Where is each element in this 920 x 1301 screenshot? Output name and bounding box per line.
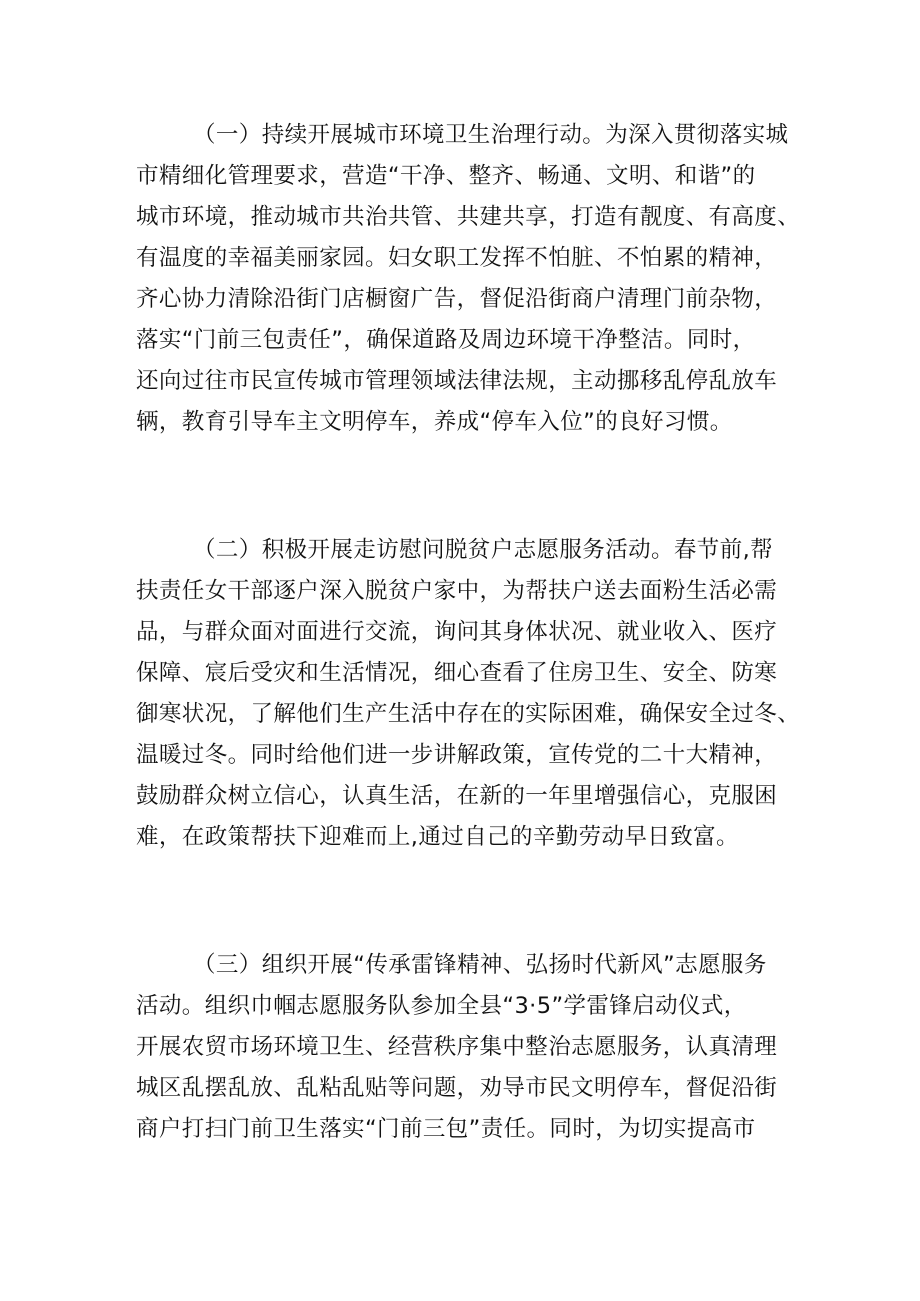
- paragraph-2: [136, 530, 801, 858]
- text-line: 品，与群众面对面进行交流，询问其身体状况、就业收入、医疗: [136, 619, 778, 645]
- text-line: 辆，教育引导车主文明停车，养成“停车入位”的良好习惯。: [136, 409, 733, 435]
- text-line: 保障、宸后受灾和生活情况，细心查看了住房卫生、安全、防寒: [136, 660, 778, 686]
- text-line: 御寒状况，了解他们生产生活中存在的实际困难，确保安全过冬、: [136, 701, 801, 727]
- text-line: 落实“门前三包责任”，确保道路及周边环境干净整洁。同时，: [136, 327, 756, 353]
- paragraph-3: [136, 945, 796, 1150]
- text-line: 鼓励群众树立信心，认真生活，在新的一年里增强信心，克服困: [136, 783, 778, 809]
- text-line: 有温度的幸福美丽家园。妇女职工发挥不怕脏、不怕累的精神，: [136, 245, 778, 271]
- paragraph-1: [136, 115, 801, 443]
- text-line: 齐心协力清除沿街门店橱窗广告，督促沿街商户清理门前杂物，: [136, 286, 778, 312]
- text-line: 还向过往市民宣传城市管理领域法律法规，主动挪移乱停乱放车: [136, 368, 778, 394]
- text-line: 扶责任女干部逐户深入脱贫户家中，为帮扶户送去面粉生活必需: [136, 578, 778, 604]
- text-line: 难，在政策帮扶下迎难而上,通过自己的辛勤劳动早日致富。: [136, 824, 739, 850]
- text-line: （二）积极开展走访慰问脱贫户志愿服务活动。春节前,帮: [193, 537, 774, 563]
- text-line: 市精细化管理要求，营造“干净、整齐、畅通、文明、和谐”的: [136, 163, 756, 189]
- text-line: 开展农贸市场环境卫生、经营秩序集中整治志愿服务，认真清理: [136, 1034, 778, 1060]
- text-line: 商户打扫门前卫生落实“门前三包”责任。同时，为切实提高市: [136, 1116, 756, 1142]
- text-line: （一）持续开展城市环境卫生治理行动。为深入贯彻落实城: [193, 122, 789, 148]
- text-line: 温暖过冬。同时给他们进一步讲解政策，宣传党的二十大精神，: [136, 742, 778, 768]
- text-line: 城市环境，推动城市共治共管、共建共享，打造有靓度、有高度、: [136, 204, 801, 230]
- text-line: 活动。组织巾帼志愿服务队参加全县“3·5”学雷锋启动仪式，: [136, 993, 747, 1019]
- text-line: （三）组织开展“传承雷锋精神、弘扬时代新风”志愿服务: [193, 952, 767, 978]
- text-line: 城区乱摆乱放、乱粘乱贴等问题，劝导市民文明停车，督促沿街: [136, 1075, 778, 1101]
